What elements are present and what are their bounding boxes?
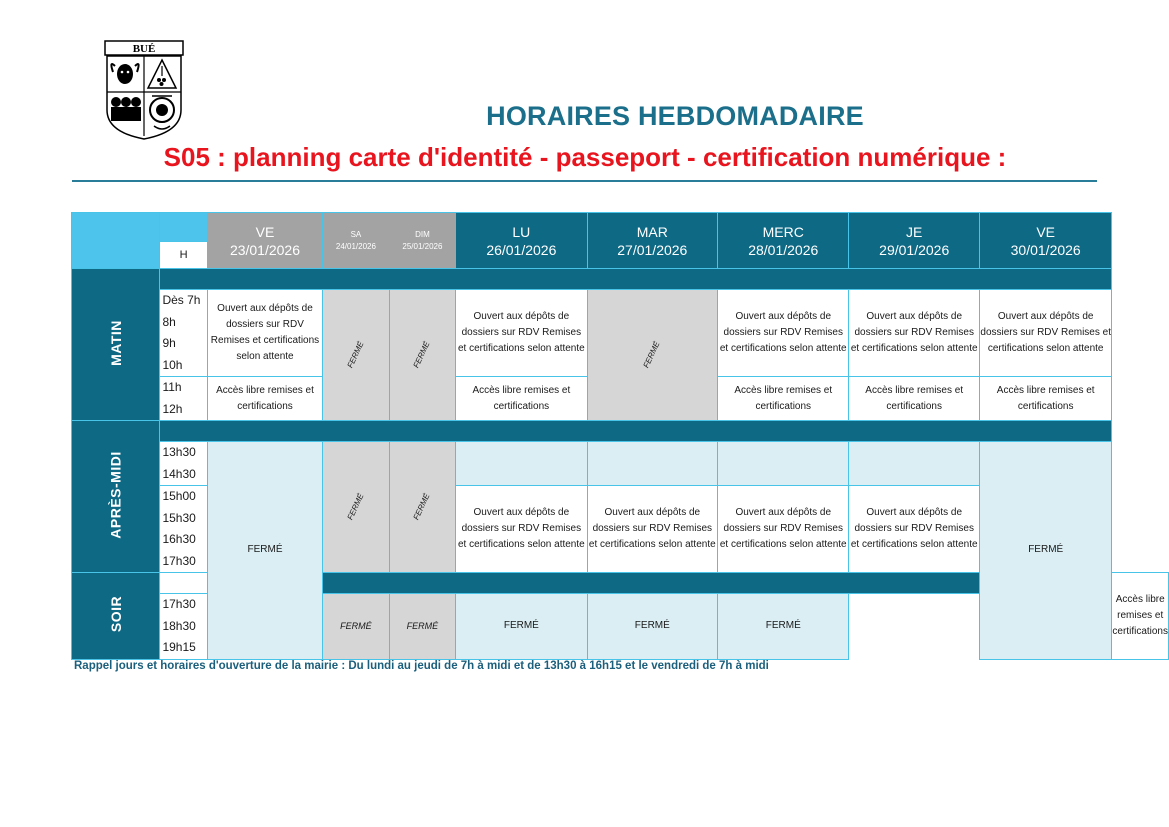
schedule-table: [71, 212, 1169, 660]
cell-je29-afternoon-empty: [849, 442, 979, 486]
hours-evening-spacer: [160, 573, 207, 594]
cell-sa24-evening-closed: FERMÉ: [323, 594, 389, 660]
cell-je29-evening-free-access: Accès libre remises et certifications: [1112, 573, 1169, 660]
cell-merc28-afternoon-deposit: Ouvert aux dépôts de dossiers sur RDV Remises et certifications selon attente: [718, 486, 849, 573]
cell-lu26-morning-free-access: Accès libre remises et certifications: [456, 377, 587, 421]
cell-ve23-afternoon-closed: FERMÉ: [207, 442, 322, 660]
day-header-dim-25: DIM 25/01/2026: [389, 213, 455, 269]
cell-ve30-afternoon-closed: FERMÉ: [979, 442, 1111, 660]
period-label-evening: SOIR: [72, 573, 160, 660]
day-header-ve-30: VE 30/01/2026: [979, 213, 1111, 269]
page-title: HORAIRES HEBDOMADAIRE: [486, 101, 864, 131]
cell-dim25-evening-closed: FERMÉ: [389, 594, 455, 660]
header-corner: [72, 213, 160, 269]
hours-evening: 17h30 18h30 19h15: [160, 594, 207, 660]
cell-lu26-afternoon-deposit: Ouvert aux dépôts de dossiers sur RDV Remises et certifications selon attente: [456, 486, 587, 573]
morning-separator-bar: [160, 269, 1112, 290]
cell-lu26-afternoon-empty: [456, 442, 587, 486]
header-hour-top: [160, 213, 207, 242]
town-crest-logo: [104, 40, 184, 140]
period-label-morning: MATIN: [72, 269, 160, 421]
day-header-lu-26: LU 26/01/2026: [456, 213, 587, 269]
svg-text:BUÉ: BUÉ: [132, 43, 156, 55]
hours-afternoon-a: 13h30 14h30: [160, 442, 207, 486]
cell-dim25-morning-closed: FERMÉ: [389, 290, 455, 421]
cell-je29-morning-free-access: Accès libre remises et certifications: [849, 377, 979, 421]
cell-lu26-evening-closed: FERMÉ: [456, 594, 587, 660]
cell-dim25-afternoon-closed: FERMÉ: [389, 442, 455, 573]
cell-je29-morning-deposit: Ouvert aux dépôts de dossiers sur RDV Remises et certifications selon attente: [849, 290, 979, 377]
page-subtitle: S05 : planning carte d'identité - passeport - certification numérique :: [163, 142, 1007, 172]
cell-ve23-morning-free-access: Accès libre remises et certifications: [207, 377, 322, 421]
day-header-je-29: JE 29/01/2026: [849, 213, 979, 269]
cell-mar27-afternoon-deposit: Ouvert aux dépôts de dossiers sur RDV Remises et certifications selon attente: [587, 486, 717, 573]
opening-hours-reminder: Rappel jours et horaires d'ouverture de la mairie : Du lundi au jeudi de 7h à midi et de 13h30 à 16h15 et le vendredi de 7h à midi: [74, 660, 769, 672]
cell-ve30-morning-free-access: Accès libre remises et certifications: [979, 377, 1111, 421]
hours-afternoon-b: 15h00 15h30 16h30 17h30: [160, 486, 207, 573]
hours-morning-a: Dès 7h 8h 9h 10h: [160, 290, 207, 377]
cell-ve30-morning-deposit: Ouvert aux dépôts de dossiers sur RDV Remises et certifications selon attente: [979, 290, 1111, 377]
cell-sa24-afternoon-closed: FERMÉ: [323, 442, 389, 573]
hour-column-header: H: [160, 242, 207, 269]
cell-sa24-morning-closed: FERMÉ: [323, 290, 389, 421]
cell-ve23-morning-deposit: Ouvert aux dépôts de dossiers sur RDV Remises et certifications selon attente: [207, 290, 322, 377]
day-header-sa-24: SA 24/01/2026: [323, 213, 389, 269]
cell-merc28-morning-deposit: Ouvert aux dépôts de dossiers sur RDV Remises et certifications selon attente: [718, 290, 849, 377]
day-header-mar-27: MAR 27/01/2026: [587, 213, 717, 269]
cell-mar27-afternoon-empty: [587, 442, 717, 486]
cell-je29-afternoon-deposit: Ouvert aux dépôts de dossiers sur RDV Remises et certifications selon attente: [849, 486, 979, 573]
cell-mar27-evening-closed: FERMÉ: [587, 594, 717, 660]
cell-mar27-morning-closed: FERMÉ: [587, 290, 717, 421]
day-header-merc-28: MERC 28/01/2026: [718, 213, 849, 269]
day-header-ve-23: VE 23/01/2026: [207, 213, 322, 269]
afternoon-separator-bar: [160, 421, 1112, 442]
title-divider: [72, 180, 1097, 182]
cell-merc28-evening-closed: FERMÉ: [718, 594, 849, 660]
cell-merc28-morning-free-access: Accès libre remises et certifications: [718, 377, 849, 421]
hours-morning-b: 11h 12h: [160, 377, 207, 421]
cell-merc28-afternoon-empty: [718, 442, 849, 486]
cell-lu26-morning-deposit: Ouvert aux dépôts de dossiers sur RDV Remises et certifications selon attente: [456, 290, 587, 377]
evening-separator-bar: [323, 573, 980, 594]
period-label-afternoon: APRÈS-MIDI: [72, 421, 160, 573]
